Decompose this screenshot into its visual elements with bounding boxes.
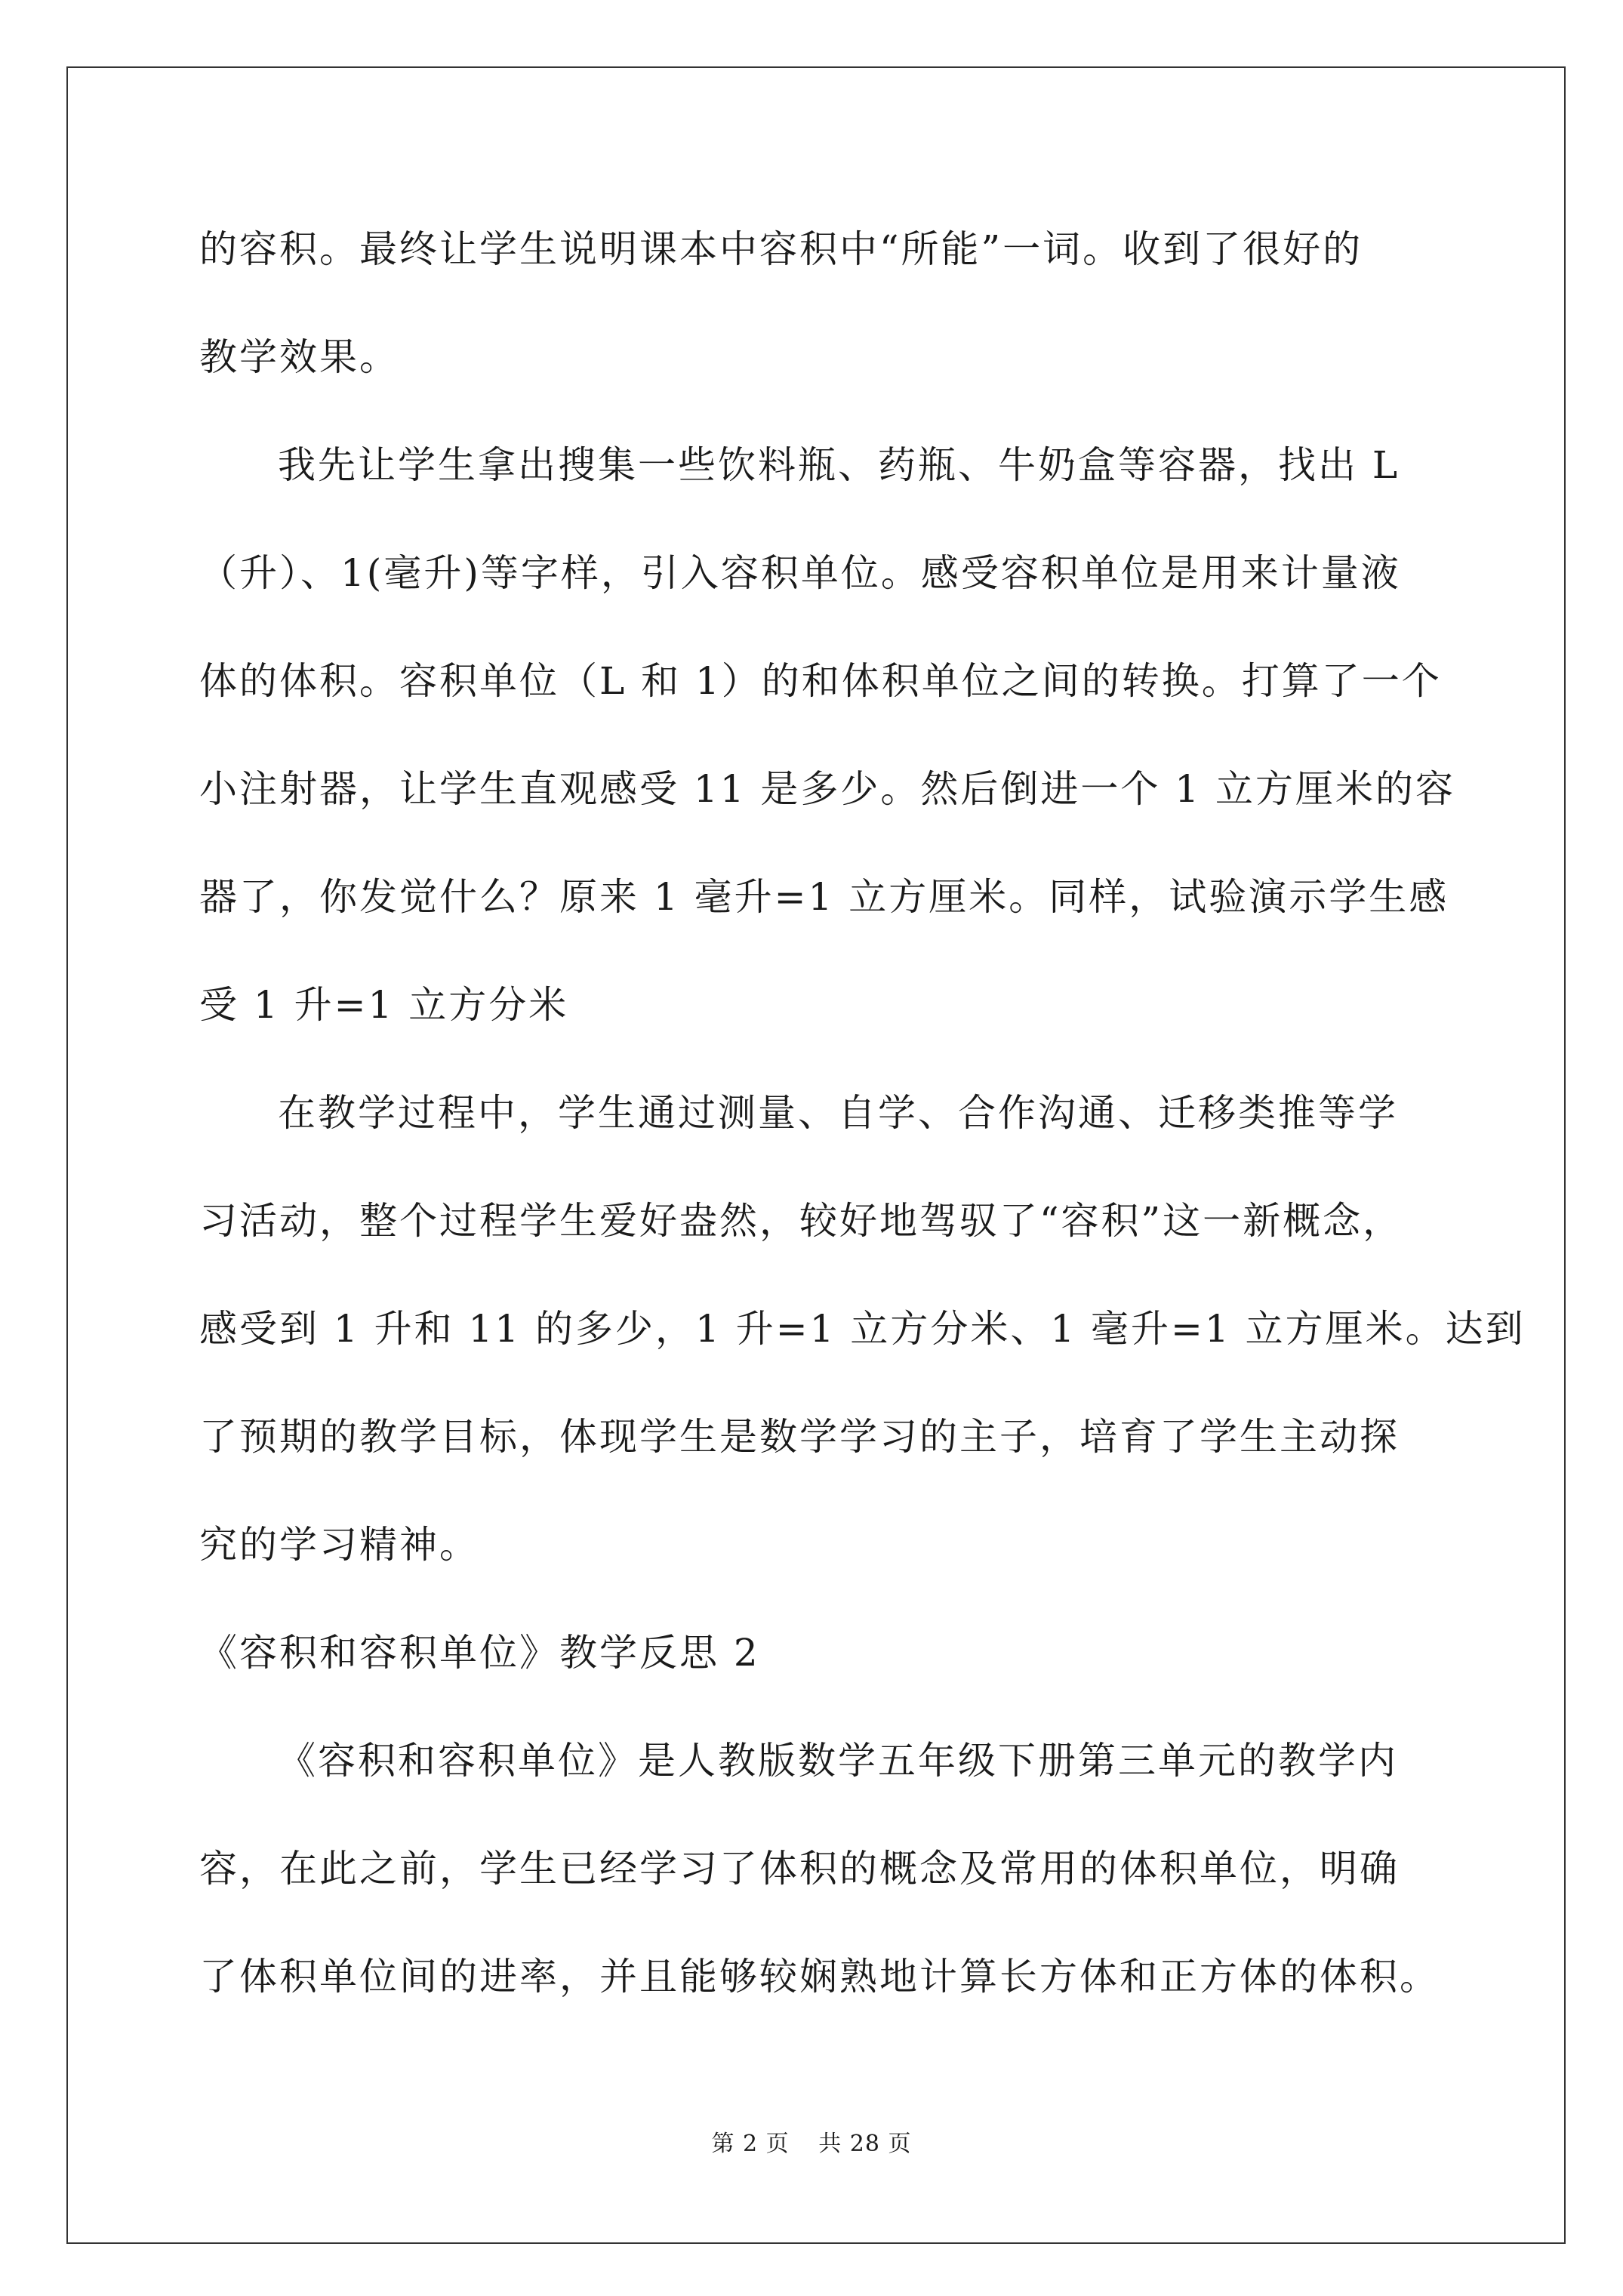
paragraph-line: 习活动，整个过程学生爱好盎然，较好地驾驭了“容积”这一新概念，	[199, 1199, 1403, 1243]
paragraph-line: 体的体积。容积单位（L 和 1）的和体积单位之间的转换。打算了一个	[199, 659, 1442, 703]
paragraph-line: 小注射器，让学生直观感受 11 是多少。然后倒进一个 1 立方厘米的容	[199, 767, 1456, 811]
paragraph-line: 了预期的教学目标，体现学生是数学学习的主子，培育了学生主动探	[199, 1415, 1400, 1459]
paragraph-line: 器了，你发觉什么？原来 1 毫升=1 立方厘米。同样，试验演示学生感	[199, 875, 1449, 919]
paragraph-line: 受 1 升=1 立方分米	[199, 983, 569, 1027]
page-border	[66, 66, 1566, 2244]
page-number: 第 2 页	[711, 2131, 790, 2157]
page-total: 共 28 页	[818, 2131, 912, 2157]
paragraph-line: 《容积和容积单位》是人教版数学五年级下册第三单元的教学内	[278, 1739, 1398, 1783]
paragraph-line: 在教学过程中，学生通过测量、自学、合作沟通、迁移类推等学	[278, 1091, 1398, 1135]
section-heading: 《容积和容积单位》教学反思 2	[199, 1631, 760, 1675]
paragraph-line: 了体积单位间的进率，并且能够较娴熟地计算长方体和正方体的体积。	[199, 1955, 1440, 1999]
paragraph-line: 感受到 1 升和 11 的多少，1 升=1 立方分米、1 毫升=1 立方厘米。达到	[199, 1307, 1526, 1351]
paragraph-line: 的容积。最终让学生说明课本中容积中“所能”一词。收到了很好的	[199, 227, 1363, 271]
paragraph-line: 我先让学生拿出搜集一些饮料瓶、药瓶、牛奶盒等容器，找出 L	[278, 443, 1400, 487]
paragraph-line: 究的学习精神。	[199, 1523, 479, 1567]
page-footer	[0, 2129, 1623, 2159]
paragraph-line: 容，在此之前，学生已经学习了体积的概念及常用的体积单位，明确	[199, 1847, 1400, 1891]
paragraph-line: 教学效果。	[199, 335, 399, 379]
paragraph-line: （升）、1(毫升)等字样，引入容积单位。感受容积单位是用来计量液	[199, 551, 1401, 595]
